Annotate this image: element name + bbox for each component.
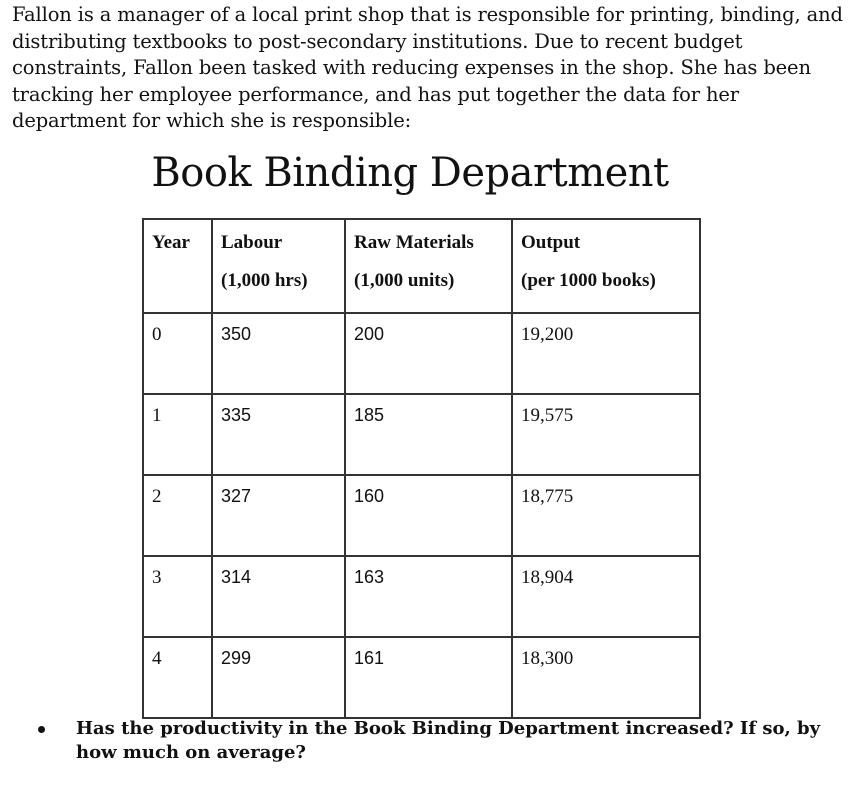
- data-table: [142, 218, 701, 719]
- cell-year: 2: [143, 475, 212, 556]
- cell-labour: 350: [212, 313, 345, 394]
- cell-raw-materials: 160: [345, 475, 512, 556]
- cell-labour: 314: [212, 556, 345, 637]
- header-labour-label: Labour: [221, 232, 283, 253]
- header-labour-unit: (1,000 hrs): [221, 270, 308, 291]
- header-output-unit: (per 1000 books): [521, 270, 656, 291]
- question-text: Has the productivity in the Book Binding Department increased? If so, by how much on average?: [76, 718, 821, 763]
- cell-output: 19,200: [512, 313, 700, 394]
- table-row: [143, 313, 700, 394]
- cell-output: 18,775: [512, 475, 700, 556]
- header-year-label: Year: [152, 232, 190, 253]
- cell-raw-materials: 161: [345, 637, 512, 718]
- question-list: [38, 717, 838, 765]
- cell-year: 0: [143, 313, 212, 394]
- header-year: [143, 219, 212, 313]
- cell-raw-materials: 200: [345, 313, 512, 394]
- header-raw-materials-label: Raw Materials: [354, 232, 474, 253]
- cell-labour: 299: [212, 637, 345, 718]
- cell-raw-materials: 185: [345, 394, 512, 475]
- cell-labour: 327: [212, 475, 345, 556]
- cell-labour: 335: [212, 394, 345, 475]
- header-labour: [212, 219, 345, 313]
- cell-output: 18,904: [512, 556, 700, 637]
- header-output-label: Output: [521, 232, 581, 253]
- header-raw-materials-unit: (1,000 units): [354, 270, 455, 291]
- cell-raw-materials: 163: [345, 556, 512, 637]
- cell-year: 4: [143, 637, 212, 718]
- table-title: Book Binding Department: [151, 150, 669, 196]
- table-row: [143, 475, 700, 556]
- table-row: [143, 637, 700, 718]
- header-output: [512, 219, 700, 313]
- table-row: [143, 394, 700, 475]
- header-row: [143, 219, 700, 313]
- intro-paragraph: Fallon is a manager of a local print shop that is responsible for printing, binding, and distributing textbooks to post-secondary institutions. Due to recent budget constraints, Fallon been tasked with reducing expenses in the shop. She has been tracking her employee performance, and has put together the data for her department for which she is responsible:: [12, 3, 843, 132]
- question-item: [38, 717, 838, 765]
- cell-output: 19,575: [512, 394, 700, 475]
- cell-year: 3: [143, 556, 212, 637]
- cell-year: 1: [143, 394, 212, 475]
- table-row: [143, 556, 700, 637]
- cell-output: 18,300: [512, 637, 700, 718]
- bullet-icon: [38, 726, 45, 733]
- header-raw-materials: [345, 219, 512, 313]
